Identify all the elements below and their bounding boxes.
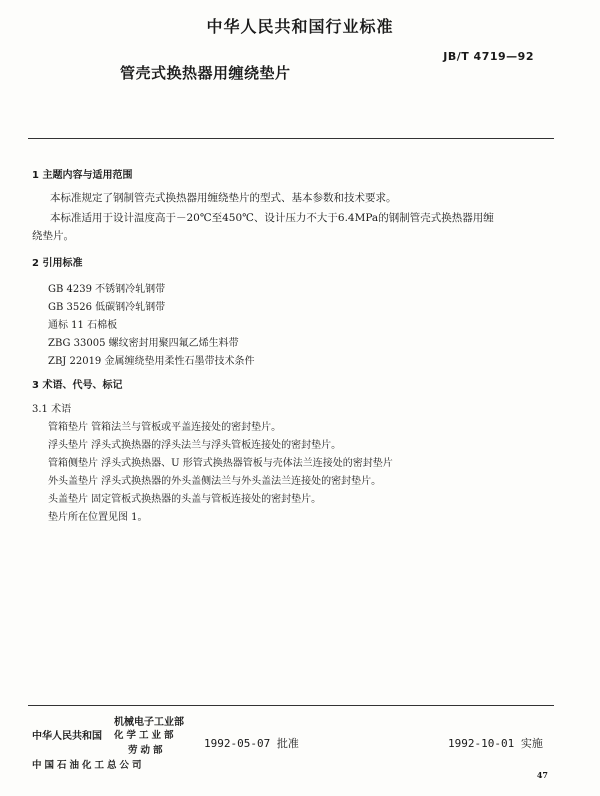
header-divider — [28, 138, 554, 139]
footer-divider — [28, 705, 554, 706]
reference-item: ZBG 33005 螺纹密封用聚四氟乙烯生料带 — [48, 338, 239, 349]
issuing-department-1: 机械电子工业部 — [114, 717, 184, 728]
issuing-company: 中国石油化工总公司 — [32, 760, 145, 771]
term-definition: 管箱垫片 管箱法兰与管板或平盖连接处的密封垫片。 — [48, 422, 282, 433]
reference-item: GB 3526 低碳钢冷轧钢带 — [48, 302, 166, 313]
section-1-paragraph-1: 本标准规定了钢制管壳式换热器用缠绕垫片的型式、基本参数和技术要求。 — [50, 192, 397, 204]
reference-item: 通标 11 石棉板 — [48, 320, 118, 331]
approval-date: 1992-05-07 批准 — [204, 737, 299, 750]
standard-category: 中华人民共和国行业标准 — [206, 17, 394, 36]
term-definition: 头盖垫片 固定管板式换热器的头盖与管板连接处的密封垫片。 — [48, 494, 322, 505]
effective-date: 1992-10-01 实施 — [448, 737, 543, 750]
figure-reference: 垫片所在位置见图 1。 — [48, 512, 148, 523]
term-definition: 管箱侧垫片 浮头式换热器、U 形管式换热器管板与壳体法兰连接处的密封垫片 — [48, 458, 393, 469]
section-2-heading: 2 引用标准 — [32, 258, 83, 269]
issuer-prefix: 中华人民共和国 — [32, 731, 102, 742]
document-title: 管壳式换热器用缠绕垫片 — [120, 64, 291, 82]
reference-item: ZBJ 22019 金属缠绕垫用柔性石墨带技术条件 — [48, 356, 255, 367]
term-definition: 浮头垫片 浮头式换热器的浮头法兰与浮头管板连接处的密封垫片。 — [48, 440, 342, 451]
section-3-heading: 3 术语、代号、标记 — [32, 380, 123, 391]
section-1-heading: 1 主题内容与适用范围 — [32, 170, 133, 181]
page-number: 47 — [536, 770, 548, 780]
issuing-department-2: 化学工业部 — [114, 730, 177, 741]
term-definition: 外头盖垫片 浮头式换热器的外头盖侧法兰与外头盖法兰连接处的密封垫片。 — [48, 476, 382, 487]
section-3-1-heading: 3.1 术语 — [32, 404, 72, 415]
reference-item: GB 4239 不锈钢冷轧钢带 — [48, 284, 166, 295]
section-1-paragraph-2-cont: 绕垫片。 — [32, 230, 74, 242]
issuing-department-3: 劳动部 — [128, 745, 166, 756]
standard-number: JB/T 4719—92 — [443, 50, 534, 63]
section-1-paragraph-2: 本标准适用于设计温度高于－20℃至450℃、设计压力不大于6.4MPa的钢制管壳式换热器用缠 — [50, 212, 494, 224]
